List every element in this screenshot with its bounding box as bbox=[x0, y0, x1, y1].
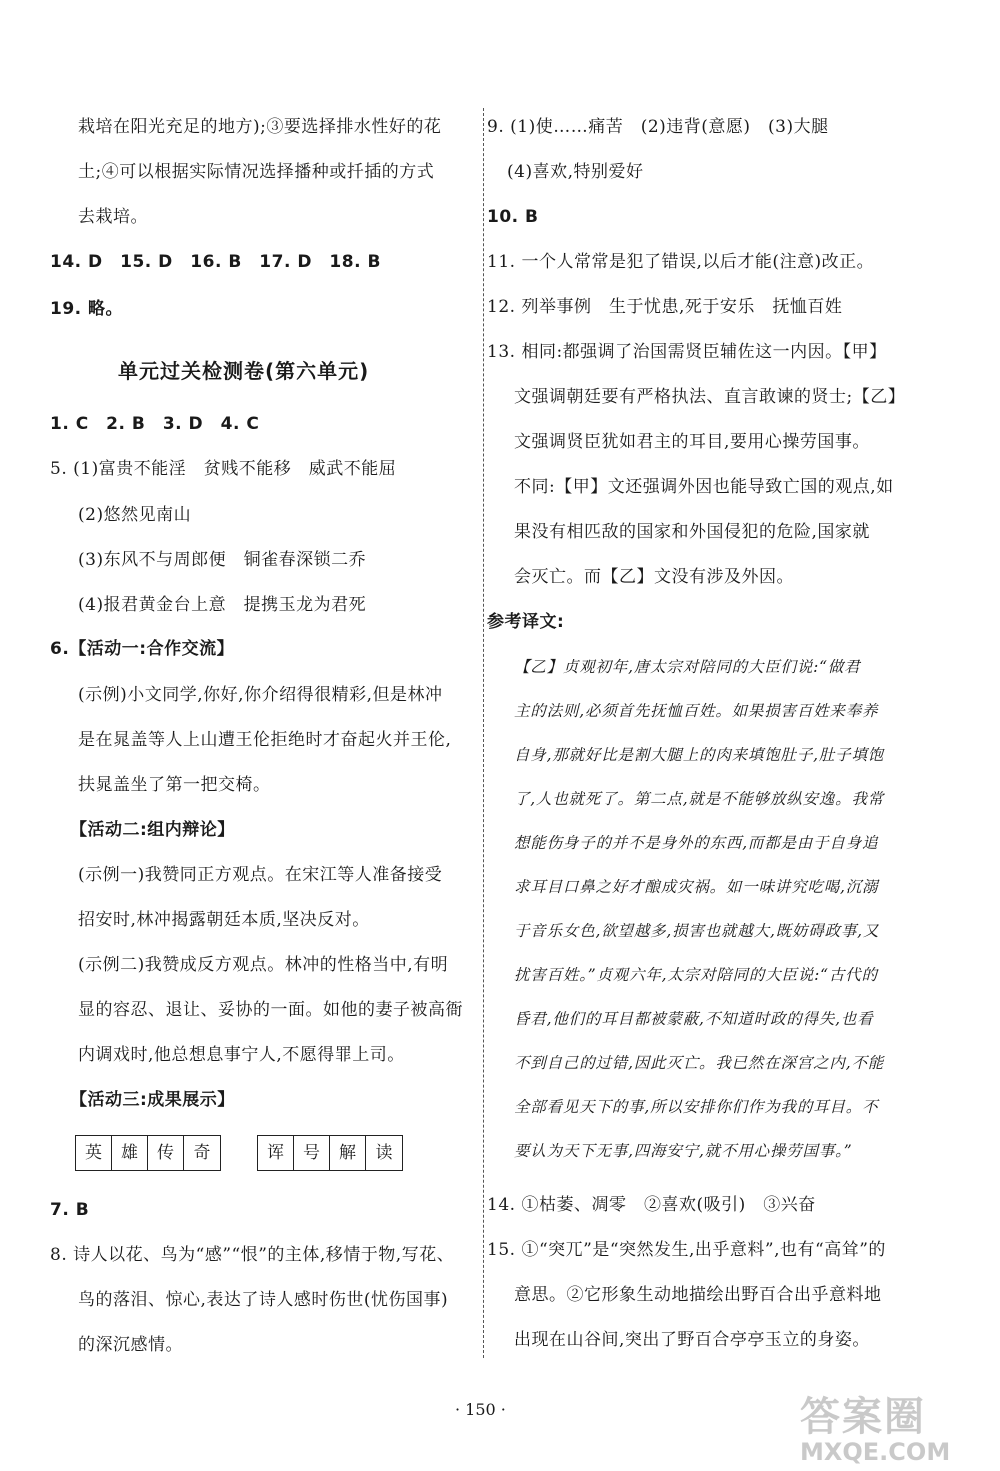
text-line: 出现在山谷间,突出了野百合亭亭玉立的身姿。 bbox=[514, 1330, 870, 1350]
translation-line: 主的法则,必须首先抚恤百姓。如果损害百姓来奉养 bbox=[514, 702, 879, 720]
translation-line: 自身,那就好比是割大腿上的肉来填饱肚子,肚子填饱 bbox=[514, 746, 885, 764]
answer-line: 10. B bbox=[487, 207, 539, 227]
text-line: 会灭亡。而【乙】文没有涉及外因。 bbox=[514, 567, 794, 587]
box-cell: 读 bbox=[375, 1143, 393, 1163]
text-line: 文强调贤臣犹如君主的耳目,要用心操劳国事。 bbox=[514, 432, 870, 452]
answer-line: 7. B bbox=[50, 1200, 90, 1220]
column-divider bbox=[483, 108, 484, 1358]
text-line: 扶晁盖坐了第一把交椅。 bbox=[78, 775, 271, 795]
text-line: (示例二)我赞成反方观点。林冲的性格当中,有明 bbox=[78, 955, 449, 975]
watermark-text: 答案圈 bbox=[800, 1394, 926, 1440]
translation-line: 了,人也就死了。第二点,就是不能够放纵安逸。我常 bbox=[514, 790, 885, 808]
text-line: (4)报君黄金台上意 提携玉龙为君死 bbox=[78, 595, 367, 615]
text-line: 是在晁盖等人上山遭王伦拒绝时才奋起火并王伦, bbox=[78, 730, 452, 750]
answer-line: 8. 诗人以花、鸟为“感”“恨”的主体,移情于物,写花、 bbox=[50, 1245, 455, 1265]
answer-line: 14. D 15. D 16. B 17. D 18. B bbox=[50, 252, 381, 272]
activity-heading: 【活动二:组内辩论】 bbox=[70, 820, 235, 840]
box-cell: 奇 bbox=[193, 1143, 211, 1163]
watermark-logo bbox=[800, 1385, 950, 1466]
answer-line: 9. (1)使……痛苦 (2)违背(意愿) (3)大腿 bbox=[487, 117, 829, 137]
text-line: 招安时,林冲揭露朝廷本质,坚决反对。 bbox=[78, 910, 370, 930]
translation-heading: 参考译文: bbox=[487, 612, 565, 632]
box-cell: 传 bbox=[148, 1136, 184, 1170]
answer-line: 13. 相同:都强调了治国需贤臣辅佐这一内因。【甲】 bbox=[487, 342, 887, 362]
page-number: · 150 · bbox=[455, 1400, 506, 1419]
text-line: (4)喜欢,特别爱好 bbox=[507, 162, 644, 182]
translation-line: 想能伤身子的并不是身外的东西,而都是由于自身追 bbox=[514, 834, 879, 852]
text-line: 栽培在阳光充足的地方);③要选择排水性好的花 bbox=[78, 117, 442, 137]
text-line: (示例一)我赞同正方观点。在宋江等人准备接受 bbox=[78, 865, 443, 885]
answer-line: 15. ①“突兀”是“突然发生,出乎意料”,也有“高耸”的 bbox=[487, 1240, 886, 1260]
box-cell: 解 bbox=[330, 1136, 366, 1170]
watermark-url: MXQE.COM bbox=[800, 1438, 951, 1466]
text-line: 显的容忍、退让、妥协的一面。如他的妻子被高衙 bbox=[78, 1000, 463, 1020]
text-line: 内调戏时,他总想息事宁人,不愿得罪上司。 bbox=[78, 1045, 405, 1065]
answer-line: 12. 列举事例 生于忧患,死于安乐 抚恤百姓 bbox=[487, 297, 843, 317]
box-cell: 诨 bbox=[258, 1136, 294, 1170]
answer-line: 19. 略。 bbox=[50, 299, 124, 319]
translation-line: 于音乐女色,欲望越多,损害也就越大,既妨碍政事,又 bbox=[514, 922, 880, 940]
text-line: 的深沉感情。 bbox=[78, 1335, 183, 1355]
text-line: 不同:【甲】文还强调外因也能导致亡国的观点,如 bbox=[514, 477, 894, 497]
box-cell: 雄 bbox=[112, 1136, 148, 1170]
translation-line: 求耳目口鼻之好才酿成灾祸。如一味讲究吃喝,沉溺 bbox=[514, 878, 879, 896]
translation-line: 全部看见天下的事,所以安排你们作为我的耳目。不 bbox=[514, 1098, 879, 1116]
translation-line: 要认为天下无事,四海安宁,就不用心操劳国事。” bbox=[514, 1142, 853, 1160]
text-line: 鸟的落泪、惊心,表达了诗人感时伤世(忧伤国事) bbox=[78, 1290, 449, 1310]
section-heading: 单元过关检测卷(第六单元) bbox=[118, 359, 370, 383]
answer-line: 14. ①枯萎、凋零 ②喜欢(吸引) ③兴奋 bbox=[487, 1195, 816, 1215]
activity-heading: 【活动三:成果展示】 bbox=[70, 1090, 235, 1110]
box-cell: 号 bbox=[294, 1136, 330, 1170]
text-line: (示例)小文同学,你好,你介绍得很精彩,但是林冲 bbox=[78, 685, 443, 705]
text-line: 意思。②它形象生动地描绘出野百合出乎意料地 bbox=[514, 1285, 882, 1305]
text-line: 土;④可以根据实际情况选择播种或扦插的方式 bbox=[78, 162, 435, 182]
text-line: 去栽培。 bbox=[78, 207, 148, 227]
translation-line: 扰害百姓。”贞观六年,太宗对陪同的大臣说:“古代的 bbox=[514, 966, 878, 984]
box-cell: 英 bbox=[76, 1136, 112, 1170]
activity-heading: 6.【活动一:合作交流】 bbox=[50, 639, 235, 659]
answer-line: 1. C 2. B 3. D 4. C bbox=[50, 414, 260, 434]
translation-line: 不到自己的过错,因此灭亡。我已然在深宫之内,不能 bbox=[514, 1054, 885, 1072]
text-line: 果没有相匹敌的国家和外国侵犯的危险,国家就 bbox=[514, 522, 870, 542]
translation-line: 昏君,他们的耳目都被蒙蔽,不知道时政的得失,也看 bbox=[514, 1010, 874, 1028]
box-group-hero-legend bbox=[75, 1135, 221, 1171]
box-group-nickname bbox=[257, 1135, 403, 1171]
text-line: (3)东风不与周郎便 铜雀春深锁二乔 bbox=[78, 550, 367, 570]
answer-line: 11. 一个人常常是犯了错误,以后才能(注意)改正。 bbox=[487, 252, 875, 272]
translation-line: 【乙】贞观初年,唐太宗对陪同的大臣们说:“做君 bbox=[514, 658, 861, 676]
text-line: 文强调朝廷要有严格执法、直言敢谏的贤士;【乙】 bbox=[514, 387, 906, 407]
text-line: (2)悠然见南山 bbox=[78, 505, 192, 525]
answer-line: 5. (1)富贵不能淫 贫贱不能移 威武不能屈 bbox=[50, 459, 397, 479]
